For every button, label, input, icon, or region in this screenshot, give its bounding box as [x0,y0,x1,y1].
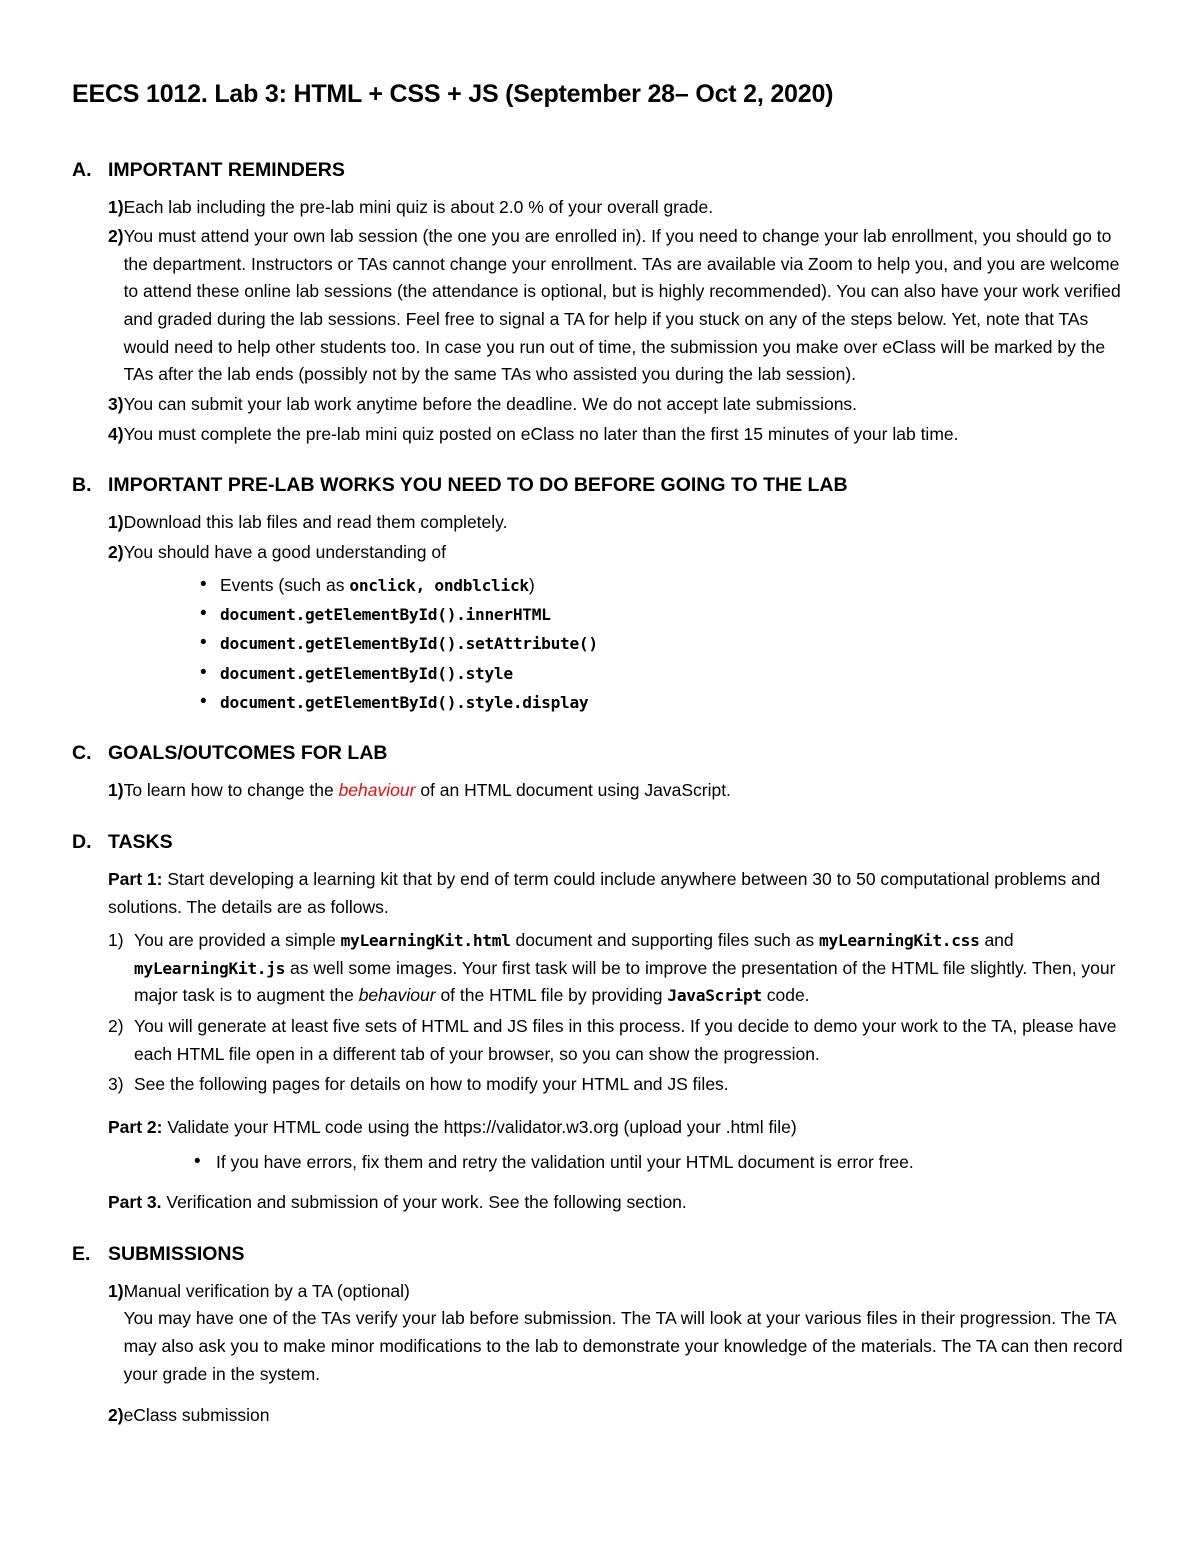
tasks-body [72,866,1128,1217]
part1-text: Start developing a learning kit that by end of term could include anywhere between 30 to 50 computational problems and solutions. The details are as follows. [108,868,1101,917]
section-heading-b [72,474,1128,497]
submission-detail: You may have one of the TAs verify your lab before submission. The TA will look at your various files in their progression. The TA may also ask you to make minor modifications to the lab to demonstrate your knowledge of the materials. The TA can then record your grade in the system. [123,1308,1123,1384]
list-item [72,659,1128,687]
list-item [72,509,1128,537]
list-item [72,571,1128,599]
spacer [108,1102,1128,1114]
item-text: eClass submission [123,1405,270,1426]
item-text [134,927,1128,1010]
t4: as well some images. Your first task will be to improve the presentation of the HTML file slightly. Then, your major task is to augment the [134,957,1116,1006]
item-number: 4) [108,423,124,444]
section-pre-lab-works [72,474,1128,716]
t6: code. [761,985,810,1006]
item-text: You must complete the pre-lab mini quiz posted on eClass no later than the first 15 minutes of your lab time. [123,423,959,444]
part2-text: Validate your HTML code using the https://validator.w3.org (upload your .html file) [162,1117,797,1138]
bullet-code: document.getElementById().innerHTML [220,604,551,624]
item-text: Each lab including the pre-lab mini quiz is about 2.0 % of your overall grade. [123,196,714,217]
list-item [72,777,1128,805]
t2: document and supporting files such as [510,930,819,951]
list-item [72,421,1128,449]
item-text [124,1278,1128,1389]
emphasis-behaviour: behaviour [358,985,436,1006]
item-number: 3) [108,393,124,414]
list-item [72,688,1128,716]
part3-text: Verification and submission of your work. See the following section. [161,1192,687,1213]
section-title-b: IMPORTANT PRE-LAB WORKS YOU NEED TO DO BEFORE GOING TO THE LAB [108,474,848,497]
item-text: You must attend your own lab session (the one you are enrolled in). If you need to change your lab enrollment, you should go to the department. Instructors or TAs cannot change your enrollment. TAs are available via Zoom to help you, and you are welcome to attend these online lab sessions (the attendance is optional, but is highly recommended). You can also have your work verified and graded during the lab sessions. Feel free to signal a TA for help if you stuck on any of the steps below. Yet, note that TAs would need to help other students too. In case you run out of time, the submission you make over eClass will be marked by the TAs after the lab ends (possibly not by the same TAs who assisted you during the lab session). [123,226,1121,385]
list-item [72,223,1128,389]
list-item [72,1402,1128,1430]
part3-paragraph [108,1189,1128,1217]
part2-bullets [108,1148,1128,1176]
section-title-a: IMPORTANT REMINDERS [108,158,345,181]
section-letter-c: C. [72,742,92,765]
section-heading-a [72,159,1128,182]
list-item [72,600,1128,628]
item-number: 2) [108,1405,124,1426]
spacer [108,1177,1128,1189]
code-html-file: myLearningKit.html [340,931,511,951]
list-item [72,1278,1128,1389]
section-heading-e [72,1243,1128,1266]
part3-label: Part 3. [108,1192,162,1213]
section-tasks [72,831,1128,1217]
code-css-file: myLearningKit.css [819,931,980,951]
t1: You are provided a simple [134,930,341,951]
bullet-prefix: Events (such as [220,574,350,595]
item-text: You will generate at least five sets of HTML and JS files in this process. If you decide to demo your work to the TA, please have each HTML file open in a different tab of your browser, so you can show the progression. [134,1016,1117,1064]
item-number: 2) [108,541,124,562]
section-heading-c [72,742,1128,765]
item-number: 3) [108,1074,124,1095]
bullet-suffix: ) [528,574,535,595]
goal-before: To learn how to change the [123,780,339,801]
bullet-code: document.getElementById().style [220,663,513,683]
list-item [72,539,1128,567]
submission-title: Manual verification by a TA (optional) [123,1280,410,1301]
item-text [124,777,1128,805]
list-item [108,927,1128,1010]
bullet-code: document.getElementById().style.display [220,692,589,712]
section-letter-d: D. [72,830,92,853]
bullet-code: onclick, ondblclick [349,575,529,595]
section-letter-b: B. [72,474,92,497]
tasks-list [108,927,1128,1099]
code-js-file: myLearningKit.js [134,958,286,978]
list-item [108,1071,1128,1099]
part2-label: Part 2: [108,1117,163,1138]
item-number: 2) [108,1016,124,1037]
list-item [72,391,1128,419]
item-number: 1) [108,1280,124,1301]
goal-after: of an HTML document using JavaScript. [415,780,731,801]
goals-list [72,777,1128,805]
section-letter-e: E. [72,1242,91,1265]
item-number: 2) [108,226,124,247]
item-text: Download this lab files and read them completely. [123,512,508,533]
item-number: 1) [108,780,124,801]
reminders-list [72,194,1128,449]
submissions-list [72,1278,1128,1430]
item-number: 1) [108,196,124,217]
part2-paragraph [108,1114,1128,1142]
section-goals-outcomes [72,742,1128,805]
list-item [72,194,1128,222]
code-javascript: JavaScript [667,986,762,1006]
item-number: 1) [108,512,124,533]
part1-paragraph [108,866,1128,921]
item-text: You can submit your lab work anytime before the deadline. We do not accept late submissions. [123,393,858,414]
section-heading-d [72,831,1128,854]
prelab-list [72,509,1128,566]
item-number: 1) [108,930,124,951]
goal-emphasis: behaviour [338,780,416,801]
section-letter-a: A. [72,158,92,181]
part1-label: Part 1: [108,868,163,889]
page-title: EECS 1012. Lab 3: HTML + CSS + JS (September 28– Oct 2, 2020) [72,80,834,108]
bullet-code: document.getElementById().setAttribute() [220,634,598,654]
section-title-d: TASKS [108,830,173,853]
section-submissions [72,1243,1128,1430]
section-important-reminders [72,159,1128,449]
list-item: • If you have errors, fix them and retry the validation until your HTML document is error free. [108,1148,1128,1176]
item-text: See the following pages for details on how to modify your HTML and JS files. [134,1074,729,1095]
item-text: You should have a good understanding of [123,541,446,562]
list-item [108,1013,1128,1068]
list-item [72,629,1128,657]
section-title-e: SUBMISSIONS [108,1242,245,1265]
prelab-topics-list [72,571,1128,717]
t3: and [979,930,1014,951]
section-title-c: GOALS/OUTCOMES FOR LAB [108,742,388,765]
t5: of the HTML file by providing [435,985,668,1006]
